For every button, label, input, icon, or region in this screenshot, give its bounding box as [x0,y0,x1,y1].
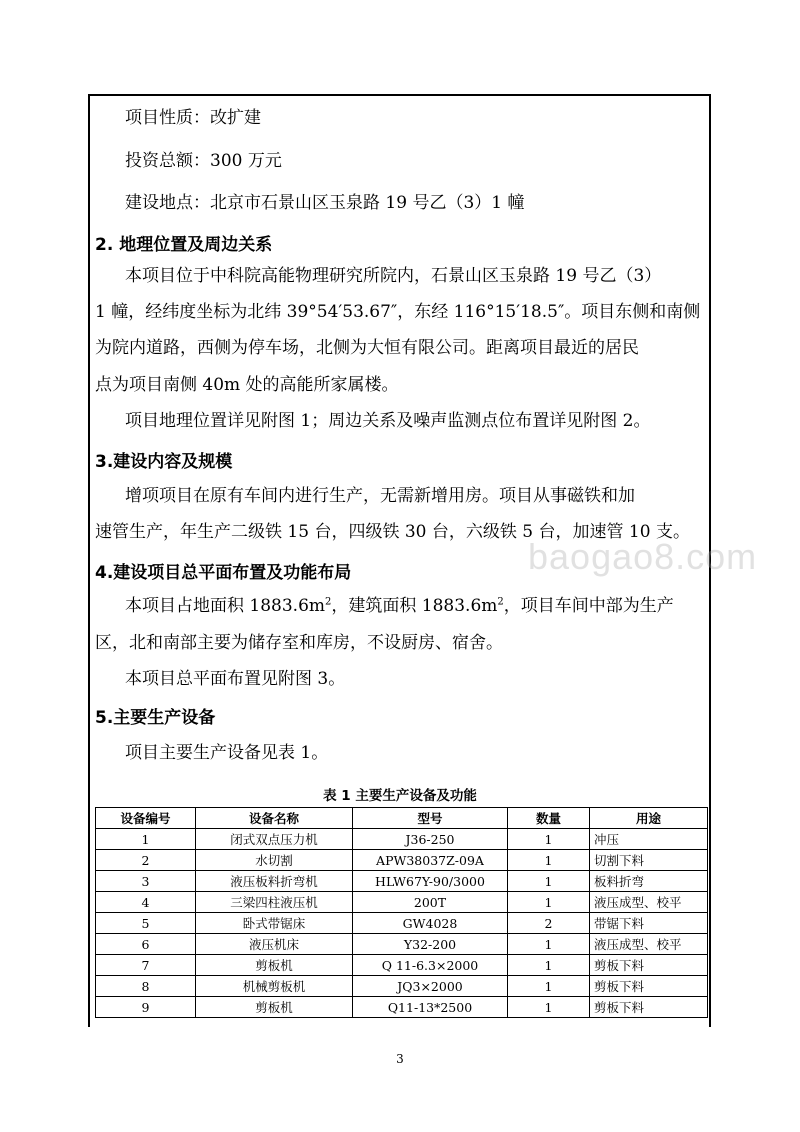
cell-use: 液压成型、校平 [590,934,708,955]
cell-qty: 1 [508,976,590,997]
header-use: 用途 [590,808,708,829]
sec3-line1: 增项项目在原有车间内进行生产，无需新增用房。项目从事磁铁和加 [125,486,635,506]
cell-model: 200T [353,892,508,913]
table-row [96,955,708,976]
section-3-heading: 3.建设内容及规模 [95,452,233,472]
sec4-para2: 本项目总平面布置见附图 3。 [125,669,346,689]
sec5-para1: 项目主要生产设备见表 1。 [125,743,329,763]
cell-use: 剪板下料 [590,955,708,976]
cell-id: 6 [96,934,196,955]
cell-qty: 1 [508,871,590,892]
header-qty: 数量 [508,808,590,829]
cell-qty: 1 [508,892,590,913]
watermark: baogao8.com [528,536,758,577]
section-4-heading: 4.建设项目总平面布置及功能布局 [95,563,352,583]
cell-name: 卧式带锯床 [196,913,353,934]
sec4-line2: 区，北和南部主要为储存室和库房，不设厨房、宿舍。 [95,633,503,653]
cell-use: 带锯下料 [590,913,708,934]
header-name: 设备名称 [196,808,353,829]
cell-use: 剪板下料 [590,997,708,1018]
cell-name: 液压机床 [196,934,353,955]
table-row [96,997,708,1018]
project-nature: 项目性质：改扩建 [125,108,261,128]
cell-qty: 1 [508,934,590,955]
cell-name: 机械剪板机 [196,976,353,997]
table-caption: 表 1 主要生产设备及功能 [323,788,477,804]
cell-id: 3 [96,871,196,892]
header-id: 设备编号 [96,808,196,829]
table-row [96,829,708,850]
cell-use: 剪板下料 [590,976,708,997]
cell-qty: 1 [508,955,590,976]
cell-name: 闭式双点压力机 [196,829,353,850]
table-row [96,934,708,955]
header-model: 型号 [353,808,508,829]
cell-model: HLW67Y-90/3000 [353,871,508,892]
cell-id: 1 [96,829,196,850]
cell-id: 8 [96,976,196,997]
cell-use: 冲压 [590,829,708,850]
cell-model: JQ3×2000 [353,976,508,997]
cell-name: 剪板机 [196,955,353,976]
sec2-para1-line1: 本项目位于中科院高能物理研究所院内，石景山区玉泉路 19 号乙（3） [125,266,662,286]
section-2-heading: 2. 地理位置及周边关系 [95,235,273,255]
investment-total: 投资总额：300 万元 [125,151,282,171]
sec2-para2: 项目地理位置详见附图 1；周边关系及噪声监测点位布置详见附图 2。 [125,411,651,431]
cell-model: Y32-200 [353,934,508,955]
table-header-row [96,808,708,829]
sec2-para1-line2: 1 幢，经纬度坐标为北纬 39°54′53.67″，东经 116°15′18.5″。项目东侧和南侧 [95,302,701,322]
cell-model: GW4028 [353,913,508,934]
cell-id: 9 [96,997,196,1018]
cell-id: 7 [96,955,196,976]
cell-qty: 1 [508,850,590,871]
equipment-table [95,807,708,1018]
sec2-para1-line3: 为院内道路，西侧为停车场，北侧为大恒有限公司。距离项目最近的居民 [95,338,639,358]
section-5-heading: 5.主要生产设备 [95,708,216,728]
cell-id: 2 [96,850,196,871]
table-row [96,913,708,934]
cell-name: 三梁四柱液压机 [196,892,353,913]
cell-model: APW38037Z-09A [353,850,508,871]
cell-model: J36-250 [353,829,508,850]
cell-name: 水切割 [196,850,353,871]
cell-name: 剪板机 [196,997,353,1018]
table-row [96,976,708,997]
construction-location: 建设地点：北京市石景山区玉泉路 19 号乙（3）1 幢 [125,193,525,213]
table-row [96,850,708,871]
table-row [96,892,708,913]
cell-use: 板料折弯 [590,871,708,892]
sec3-line2: 速管生产，年生产二级铁 15 台，四级铁 30 台，六级铁 5 台，加速管 10 支。 [95,522,690,542]
cell-qty: 1 [508,829,590,850]
cell-id: 5 [96,913,196,934]
cell-model: Q11-13*2500 [353,997,508,1018]
cell-qty: 1 [508,997,590,1018]
sec2-para1-line4: 点为项目南侧 40m 处的高能所家属楼。 [95,375,399,395]
table-row [96,871,708,892]
cell-id: 4 [96,892,196,913]
cell-use: 切割下料 [590,850,708,871]
cell-name: 液压板料折弯机 [196,871,353,892]
page-number: 3 [396,1052,404,1066]
cell-use: 液压成型、校平 [590,892,708,913]
sec4-line1: 本项目占地面积 $1883.6m^2$，建筑面积 $1883.6m^2$，项目车间中部为生产 [125,596,674,616]
cell-model: Q 11-6.3×2000 [353,955,508,976]
cell-qty: 2 [508,913,590,934]
